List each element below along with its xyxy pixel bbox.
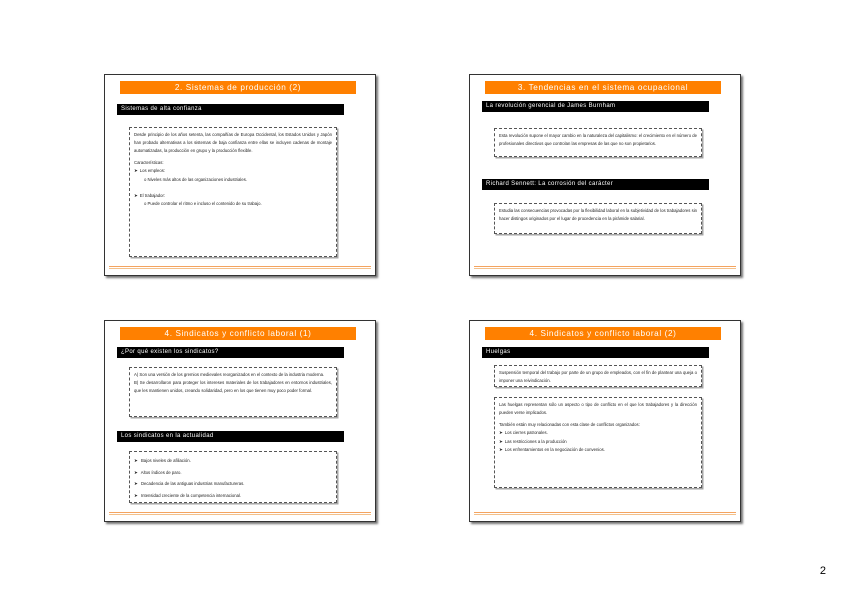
- list-item: ➤ Los cierres patronales.: [499, 430, 548, 436]
- page-number: 2: [819, 565, 826, 577]
- arrow-bullet-icon: ➤: [134, 458, 138, 463]
- slide-title: 3. Tendencias en el sistema ocupacional: [485, 81, 721, 94]
- arrow-bullet-icon: ➤: [134, 168, 138, 174]
- list-item: ➤ Bajos niveles de afiliación.: [134, 458, 191, 463]
- footer-rule: [109, 514, 371, 515]
- footer-rule: [109, 268, 371, 269]
- paragraph: También están muy relacionadas con esta clase de conflictos organizados:: [499, 422, 640, 428]
- content-box: [494, 397, 702, 488]
- footer-rule: [109, 512, 371, 513]
- arrow-bullet-icon: ➤: [499, 447, 503, 453]
- list-item: ➤ El trabajador:: [134, 192, 166, 198]
- arrow-bullet-icon: ➤: [134, 469, 138, 475]
- content-box: [129, 367, 337, 417]
- footer-rule: [474, 268, 736, 269]
- slide-sindicatos-2: [469, 320, 741, 522]
- list-item: ➤ Decadencia de las antiguas industrias manufactureras.: [134, 481, 245, 487]
- arrow-bullet-icon: ➤: [499, 430, 503, 436]
- caracteristicas-label: Características:: [134, 160, 164, 166]
- point-a: A) Son una versión de los gremios medievales reorganizados en el contexto de la industria moderna.: [134, 372, 325, 377]
- paragraph: Las huelgas representan sólo un aspecto o tipo de conflicto en el que los trabajadores y la dirección pueden verse implicados.: [499, 402, 697, 416]
- content-box: Esta revolución supone el mayor cambio en la naturaleza del capitalismo: el crecimiento en el número de profesionales directivos que controlan las empresas de las que no son propietarios.: [494, 128, 702, 157]
- slide-title: 4. Sindicatos y conflicto laboral (2): [485, 327, 721, 340]
- section-header: Los sindicatos en la actualidad: [117, 431, 344, 442]
- list-item: ➤ Los enfrentamientos en la negociación de convenios.: [499, 447, 605, 453]
- section-header: Sistemas de alta confianza: [117, 104, 344, 115]
- list-item: ➤ Intensidad creciente de la competencia internacional.: [134, 493, 242, 499]
- slide-sindicatos-1: [104, 320, 376, 522]
- content-box: [129, 127, 337, 257]
- list-item: ➤ Las restricciones a la producción: [499, 438, 567, 444]
- section-header: Richard Sennett: La corrosión del carácter: [482, 179, 709, 190]
- content-box: Estudia las consecuencias provocadas por la flexibilidad laboral en la subjetividad de los trabajadores sin hacer distingos originados por el lugar de procedencia en la pirámide salarial.: [494, 203, 702, 234]
- list-item: ➤ Altos índices de paro.: [134, 469, 182, 475]
- slide-title: 2. Sistemas de producción (2): [120, 81, 356, 94]
- content-box: [129, 451, 337, 503]
- section-header: La revolución gerencial de James Burnham: [482, 101, 709, 112]
- point-b: B) Se desarrollaron para proteger los intereses materiales de los trabajadores en entornos industriales, que les mantienen unidos, creando solidaridad, pero en los que tienen muy poco poder formal.: [134, 380, 332, 394]
- footer-rule: [474, 512, 736, 513]
- arrow-bullet-icon: ➤: [134, 481, 138, 487]
- section-header: ¿Por qué existen los sindicatos?: [117, 347, 344, 358]
- footer-rule: [109, 266, 371, 267]
- sub-list-item: o Niveles más altos de las organizaciones industriales.: [144, 176, 247, 182]
- section-header: Huelgas: [482, 347, 709, 358]
- slide-tendencias-ocupacional: [469, 74, 741, 276]
- sub-list-item: o Puede controlar el ritmo e incluso el contenido de su trabajo.: [144, 201, 262, 207]
- arrow-bullet-icon: ➤: [134, 493, 138, 499]
- paragraph: Desde principio de los años setenta, las compañías de Europa Occidental, los Estados Unidos y Japón han probado alternativas a los sistemas de baja confianza entre ellas se incluyen cadenas de montaje automatizadas, la producción en grupo y la producción flexible.: [134, 132, 332, 154]
- slide-title: 4. Sindicatos y conflicto laboral (1): [120, 327, 356, 340]
- arrow-bullet-icon: ➤: [499, 438, 503, 444]
- arrow-bullet-icon: ➤: [134, 192, 138, 198]
- footer-rule: [474, 266, 736, 267]
- content-box: Suspensión temporal del trabajo por parte de un grupo de empleados, con el fin de plantear una queja o imponer una reivindicación.: [494, 365, 702, 387]
- list-item: ➤ Los empleos:: [134, 168, 166, 174]
- footer-rule: [474, 514, 736, 515]
- slide-sistemas-produccion: [104, 74, 376, 276]
